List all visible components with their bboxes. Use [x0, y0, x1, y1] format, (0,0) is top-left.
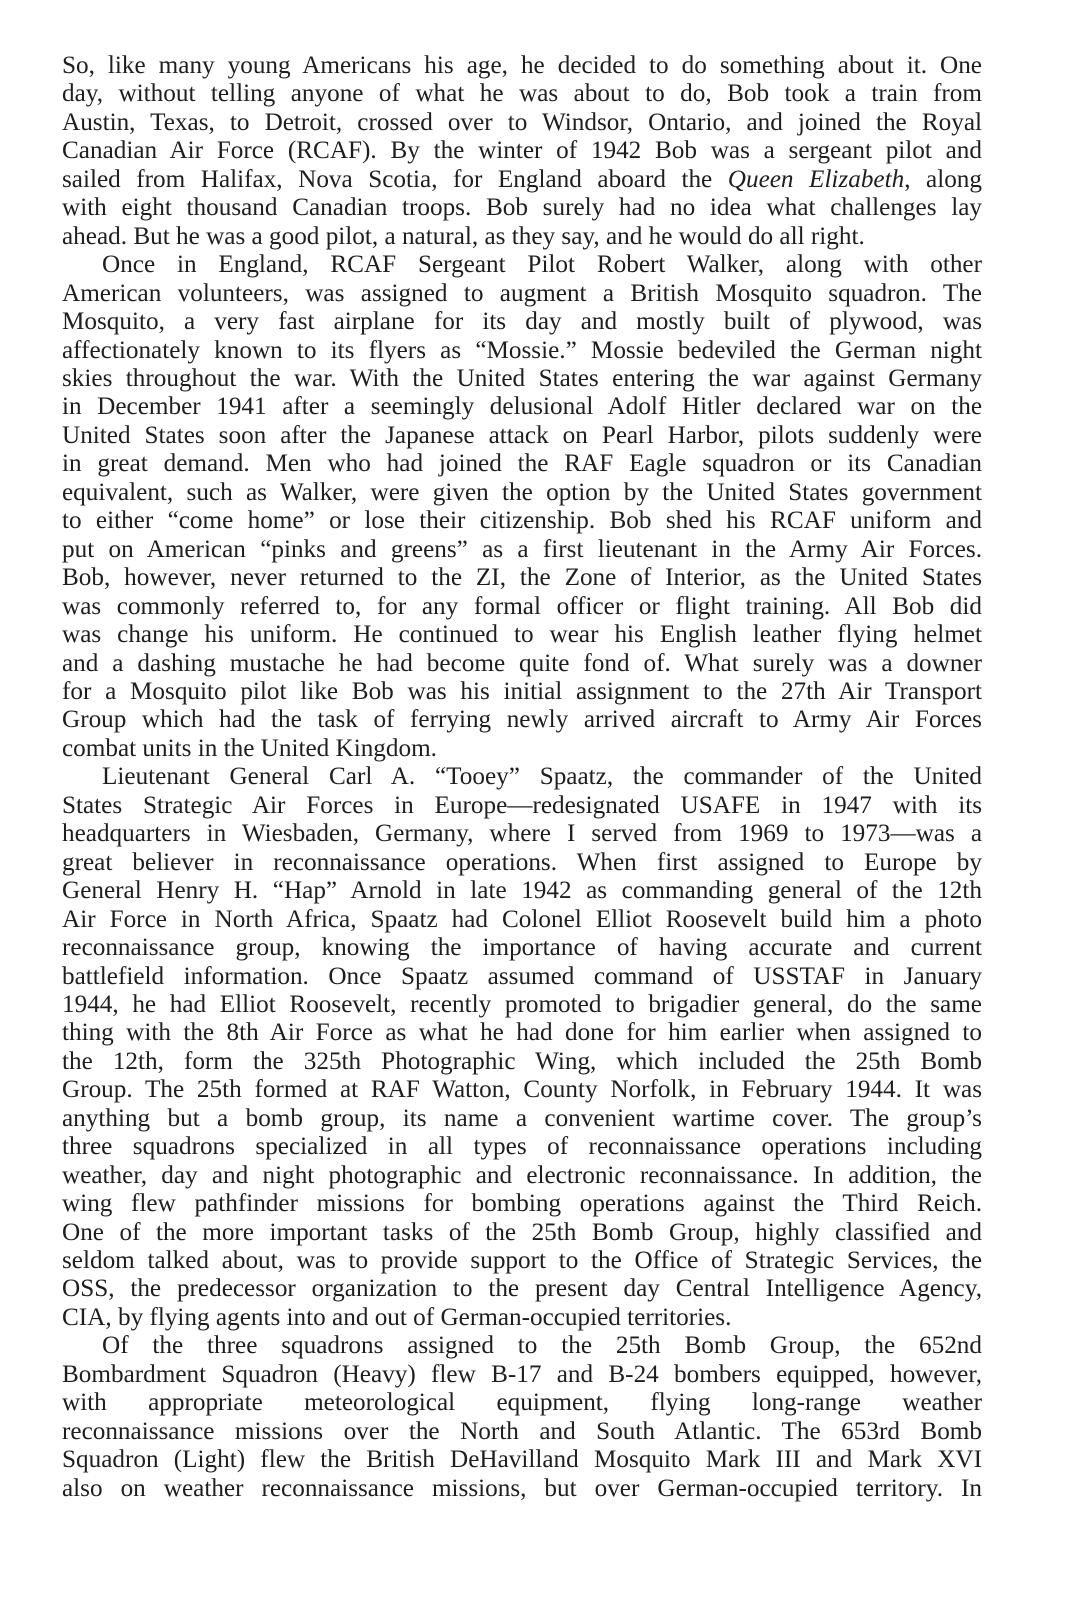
- text-line: wing flew pathfinder missions for bombing operations against the Third Reich.: [62, 1190, 982, 1218]
- text-line: thing with the 8th Air Force as what he had done for him earlier when assigned to: [62, 1019, 982, 1047]
- text-line: put on American “pinks and greens” as a first lieutenant in the Army Air Forces.: [62, 535, 982, 563]
- text-line: States Strategic Air Forces in Europe—redesignated USAFE in 1947 with its: [62, 791, 982, 819]
- text-line: great believer in reconnaissance operations. When first assigned to Europe by: [62, 848, 982, 876]
- text-line: weather, day and night photographic and electronic reconnaissance. In addition, the: [62, 1161, 982, 1189]
- text-line: Lieutenant General Carl A. “Tooey” Spaatz, the commander of the United: [102, 763, 982, 791]
- paragraph-4: [62, 1332, 982, 1503]
- text-line: in December 1941 after a seemingly delusional Adolf Hitler declared war on the: [62, 393, 982, 421]
- ship-name-italic: Queen Elizabeth: [727, 165, 905, 193]
- text-line: CIA, by flying agents into and out of German-occupied territories.: [62, 1303, 732, 1331]
- text-line: battlefield information. Once Spaatz assumed command of USSTAF in January: [62, 962, 982, 990]
- text-line: combat units in the United Kingdom.: [62, 734, 437, 762]
- text-line: with eight thousand Canadian troops. Bob surely had no idea what challenges lay: [62, 194, 982, 222]
- text-segment: , along: [904, 165, 982, 193]
- text-line: Bob, however, never returned to the ZI, the Zone of Interior, as the United States: [62, 564, 982, 592]
- text-line: affectionately known to its flyers as “Mossie.” Mossie bedeviled the German night: [62, 336, 982, 364]
- text-line: Group. The 25th formed at RAF Watton, County Norfolk, in February 1944. It was: [62, 1076, 982, 1104]
- text-line: OSS, the predecessor organization to the present day Central Intelligence Agency,: [62, 1275, 982, 1303]
- text-line: Canadian Air Force (RCAF). By the winter of 1942 Bob was a sergeant pilot and: [62, 137, 982, 165]
- text-line: Once in England, RCAF Sergeant Pilot Robert Walker, along with other: [102, 251, 982, 279]
- text-line: in great demand. Men who had joined the RAF Eagle squadron or its Canadian: [62, 450, 982, 478]
- text-line: three squadrons specialized in all types of reconnaissance operations including: [62, 1133, 982, 1161]
- text-line: So, like many young Americans his age, he decided to do something about it. One: [62, 52, 982, 79]
- text-line: and a dashing mustache he had become quite fond of. What surely was a downer: [62, 649, 982, 677]
- text-line: 1944, he had Elliot Roosevelt, recently promoted to brigadier general, do the same: [62, 990, 982, 1018]
- text-line: was change his uniform. He continued to wear his English leather flying helmet: [62, 621, 982, 649]
- text-line: General Henry H. “Hap” Arnold in late 1942 as commanding general of the 12th: [62, 877, 982, 905]
- text-line: Austin, Texas, to Detroit, crossed over to Windsor, Ontario, and joined the Royal: [62, 108, 982, 136]
- text-line: Bombardment Squadron (Heavy) flew B-17 and B-24 bombers equipped, however,: [62, 1360, 982, 1388]
- text-line: skies throughout the war. With the United States entering the war against Germany: [62, 364, 982, 392]
- text-line: Squadron (Light) flew the British DeHavilland Mosquito Mark III and Mark XVI: [62, 1446, 982, 1474]
- text-line: Of the three squadrons assigned to the 25th Bomb Group, the 652nd: [102, 1332, 982, 1360]
- text-line: Group which had the task of ferrying newly arrived aircraft to Army Air Forces: [62, 706, 982, 734]
- paragraph-1: [62, 52, 982, 251]
- text-line: United States soon after the Japanese attack on Pearl Harbor, pilots suddenly were: [62, 421, 982, 449]
- paragraph-3: [62, 763, 982, 1332]
- text-line: headquarters in Wiesbaden, Germany, where I served from 1969 to 1973—was a: [62, 820, 982, 848]
- text-line: equivalent, such as Walker, were given the option by the United States government: [62, 478, 982, 506]
- document-page: [62, 52, 982, 1503]
- paragraph-2: [62, 251, 982, 763]
- text-line: [62, 166, 982, 194]
- text-line: with appropriate meteorological equipment, flying long-range weather: [62, 1389, 982, 1417]
- text-line: was commonly referred to, for any formal officer or flight training. All Bob did: [62, 592, 982, 620]
- text-line: day, without telling anyone of what he was about to do, Bob took a train from: [62, 80, 982, 108]
- text-line: also on weather reconnaissance missions, but over German-occupied territory. In: [62, 1474, 982, 1502]
- text-line: ahead. But he was a good pilot, a natural, as they say, and he would do all right.: [62, 222, 865, 250]
- text-line: seldom talked about, was to provide support to the Office of Strategic Services, the: [62, 1247, 982, 1275]
- text-line: reconnaissance missions over the North and South Atlantic. The 653rd Bomb: [62, 1417, 982, 1445]
- text-line: Air Force in North Africa, Spaatz had Colonel Elliot Roosevelt build him a photo: [62, 905, 982, 933]
- text-line: anything but a bomb group, its name a convenient wartime cover. The group’s: [62, 1104, 982, 1132]
- text-segment: sailed from Halifax, Nova Scotia, for England aboard the: [62, 165, 728, 193]
- text-line: reconnaissance group, knowing the importance of having accurate and current: [62, 934, 982, 962]
- text-line: the 12th, form the 325th Photographic Wing, which included the 25th Bomb: [62, 1047, 982, 1075]
- text-line: Mosquito, a very fast airplane for its day and mostly built of plywood, was: [62, 308, 982, 336]
- text-line: to either “come home” or lose their citizenship. Bob shed his RCAF uniform and: [62, 507, 982, 535]
- text-line: American volunteers, was assigned to augment a British Mosquito squadron. The: [62, 279, 982, 307]
- text-line: One of the more important tasks of the 25th Bomb Group, highly classified and: [62, 1218, 982, 1246]
- text-line: for a Mosquito pilot like Bob was his initial assignment to the 27th Air Transport: [62, 677, 982, 705]
